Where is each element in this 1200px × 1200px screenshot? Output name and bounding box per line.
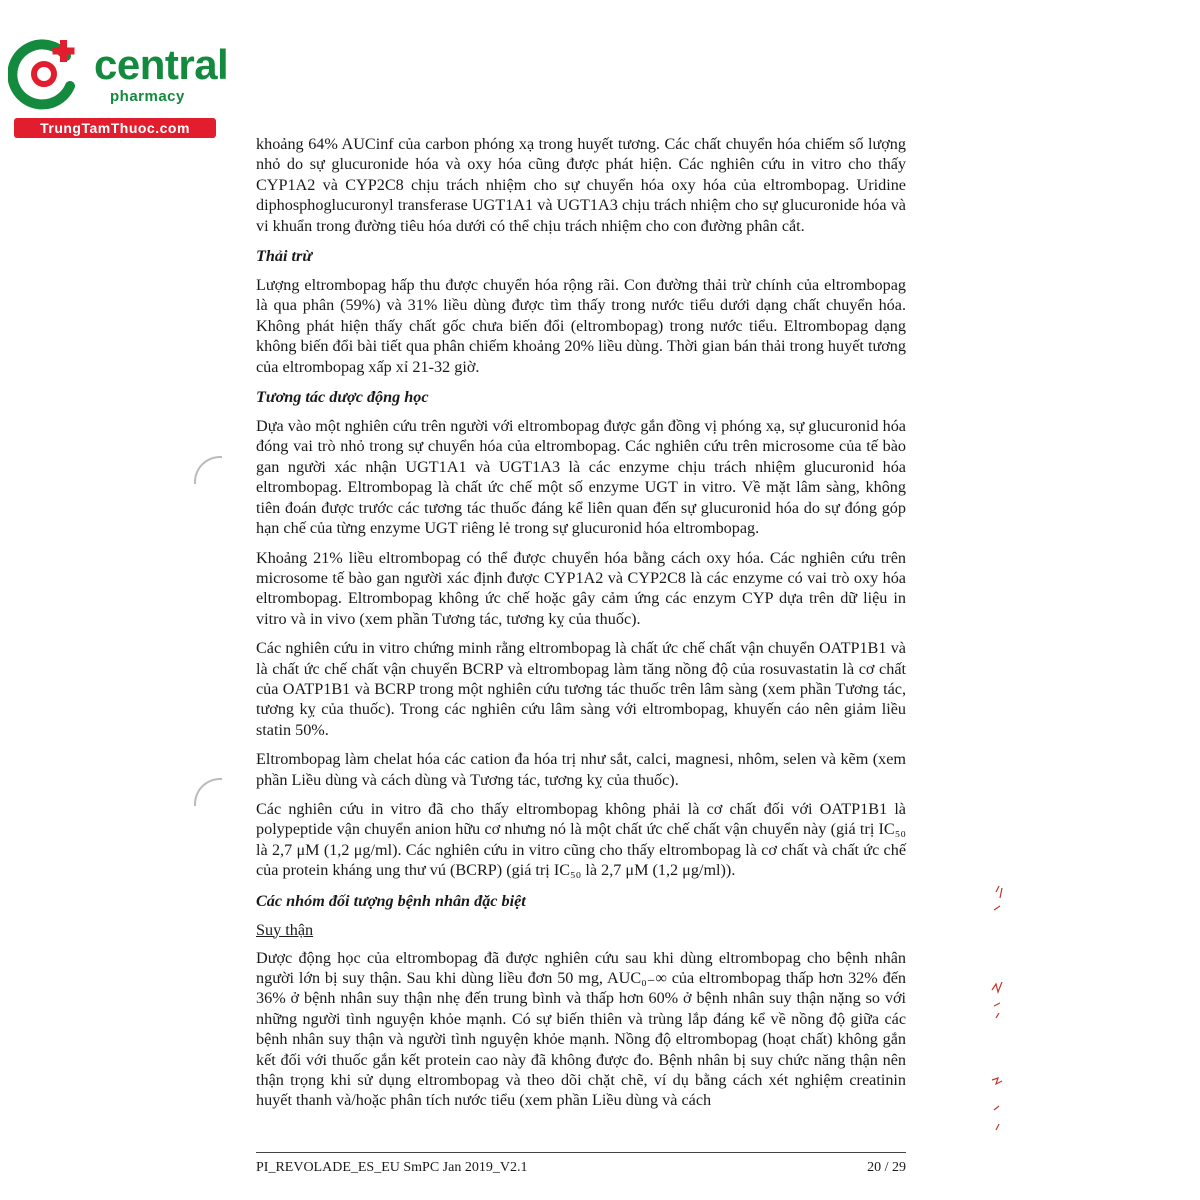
subsection-heading: Suy thận	[256, 920, 314, 939]
document-body	[256, 134, 906, 1120]
paragraph: Khoảng 21% liều eltrombopag có thể được chuyển hóa bằng cách oxy hóa. Các nghiên cứu trên microsome tế bào gan người xác định được CYP1A2 và CYP2C8 là các enzyme có vai trò oxy hóa eltrombopag. Eltrombopag không ức chế hoặc gây cảm ứng các enzym CYP dựa trên dữ liệu in vitro và in vivo (xem phần Tương tác, tương kỵ của thuốc).	[256, 548, 906, 628]
paragraph: Dựa vào một nghiên cứu trên người với eltrombopag được gắn đồng vị phóng xạ, sự glucuronid hóa đóng vai trò nhỏ trong sự chuyển hóa của eltrombopag. Các nghiên cứu trên microsome của tế bào gan người xác nhận UGT1A1 và UGT1A3 là các enzyme chịu trách nhiệm glucuronid hóa eltrombopag. Eltrombopag là chất ức chế một số enzyme UGT in vitro. Về mặt lâm sàng, không tiên đoán được trước các tương tác thuốc đáng kể liên quan đến sự glucuronid hóa do sự đóng góp hạn chế của từng enzyme UGT riêng lẻ trong sự glucuronid hóa eltrombopag.	[256, 417, 906, 538]
punch-hole-mark	[194, 778, 222, 806]
punch-hole-mark	[194, 456, 222, 484]
handwritten-margin-marks	[982, 880, 1012, 1150]
logo-sub-text: pharmacy	[110, 88, 185, 105]
paragraph: Dược động học của eltrombopag đã được nghiên cứu sau khi dùng eltrombopag cho bệnh nhân người lớn bị suy thận. Sau khi dùng liều đơn 50 mg, AUC₀₋∞ của eltrombopag thấp hơn 32% đến 36% ở bệnh nhân suy thận nhẹ đến trung bình và thấp hơn 60% ở bệnh nhân suy thận nặng so với những người tình nguyện khỏe mạnh. Có sự biến thiên và trùng lắp đáng kể về nồng độ giữa các bệnh nhân suy thận và người tình nguyện khỏe mạnh. Nồng độ eltrombopag (hoạt chất) không gắn kết đối với thuốc gắn kết protein cao này đã không được đo. Bệnh nhân bị suy chức năng thận nên thận trọng khi sử dụng eltrombopag và theo dõi chặt chẽ, ví dụ bằng cách xét nghiệm creatinin huyết thanh và/hoặc phân tích nước tiểu (xem phần Liều dùng và cách	[256, 948, 906, 1110]
paragraph: Các nghiên cứu in vitro chứng minh rằng eltrombopag là chất ức chế chất vận chuyển OATP1B1 và là chất ức chế chất vận chuyển BCRP và eltrombopag làm tăng nồng độ của rosuvastatin là cơ chất của OATP1B1 và BCRP trong một nghiên cứu tương tác thuốc trên lâm sàng (xem phần Tương tác, tương kỵ của thuốc). Trong các nghiên cứu lâm sàng với eltrombopag, khuyến cáo nên giảm liều statin 50%.	[256, 639, 906, 739]
footer-divider	[256, 1152, 906, 1153]
section-heading: Tương tác dược động học	[256, 388, 429, 407]
footer-document-id: PI_REVOLADE_ES_EU SmPC Jan 2019_V2.1	[256, 1160, 528, 1175]
paragraph: Lượng eltrombopag hấp thu được chuyển hóa rộng rãi. Con đường thải trừ chính của eltrombopag là qua phân (59%) và 31% liều dùng được tìm thấy trong nước tiểu dưới dạng chất chuyển hóa. Không phát hiện thấy chất gốc chưa biến đổi (eltrombopag) trong nước tiểu. Eltrombopag dạng không biến đổi bài tiết qua phân chiếm khoảng 20% liều dùng. Thời gian bán thải trong huyết tương của eltrombopag xấp xỉ 21-32 giờ.	[256, 276, 906, 376]
section-heading: Thải trừ	[256, 247, 313, 266]
paragraph: Eltrombopag làm chelat hóa các cation đa hóa trị như sắt, calci, magnesi, nhôm, selen và kẽm (xem phần Liều dùng và cách dùng và Tương tác, tương kỵ của thuốc).	[256, 750, 906, 789]
central-pharmacy-logo-icon	[8, 34, 88, 114]
paragraph: Các nghiên cứu in vitro đã cho thấy eltrombopag không phải là cơ chất đối với OATP1B1 là polypeptide vận chuyển anion hữu cơ nhưng nó là một chất ức chế chất vận chuyển này (giá trị IC₅₀ là 2,7 μM (1,2 μg/ml). Các nghiên cứu in vitro cũng cho thấy eltrombopag là cơ chất và chất ức chế của protein kháng ung thư vú (BCRP) (giá trị IC₅₀ là 2,7 μM (1,2 μg/ml)).	[256, 799, 906, 880]
brand-logo	[8, 30, 229, 140]
footer-page-number: 20 / 29	[867, 1160, 906, 1175]
logo-brand-text: central	[94, 41, 229, 88]
section-heading: Các nhóm đối tượng bệnh nhân đặc biệt	[256, 891, 526, 910]
paragraph: khoảng 64% AUCinf của carbon phóng xạ trong huyết tương. Các chất chuyển hóa chiếm số lượng nhỏ do sự glucuronide hóa và oxy hóa cũng được phát hiện. Các nghiên cứu in vitro cho thấy CYP1A2 và CYP2C8 chịu trách nhiệm cho sự chuyển hóa oxy hóa của eltrombopag. Uridine diphosphoglucuronyl transferase UGT1A1 và UGT1A3 chịu trách nhiệm cho sự glucuronide hóa và vi khuẩn trong đường tiêu hóa dưới có thể chịu trách nhiệm cho con đường phân cắt.	[256, 135, 906, 235]
logo-website-banner: TrungTamThuoc.com	[14, 118, 216, 138]
